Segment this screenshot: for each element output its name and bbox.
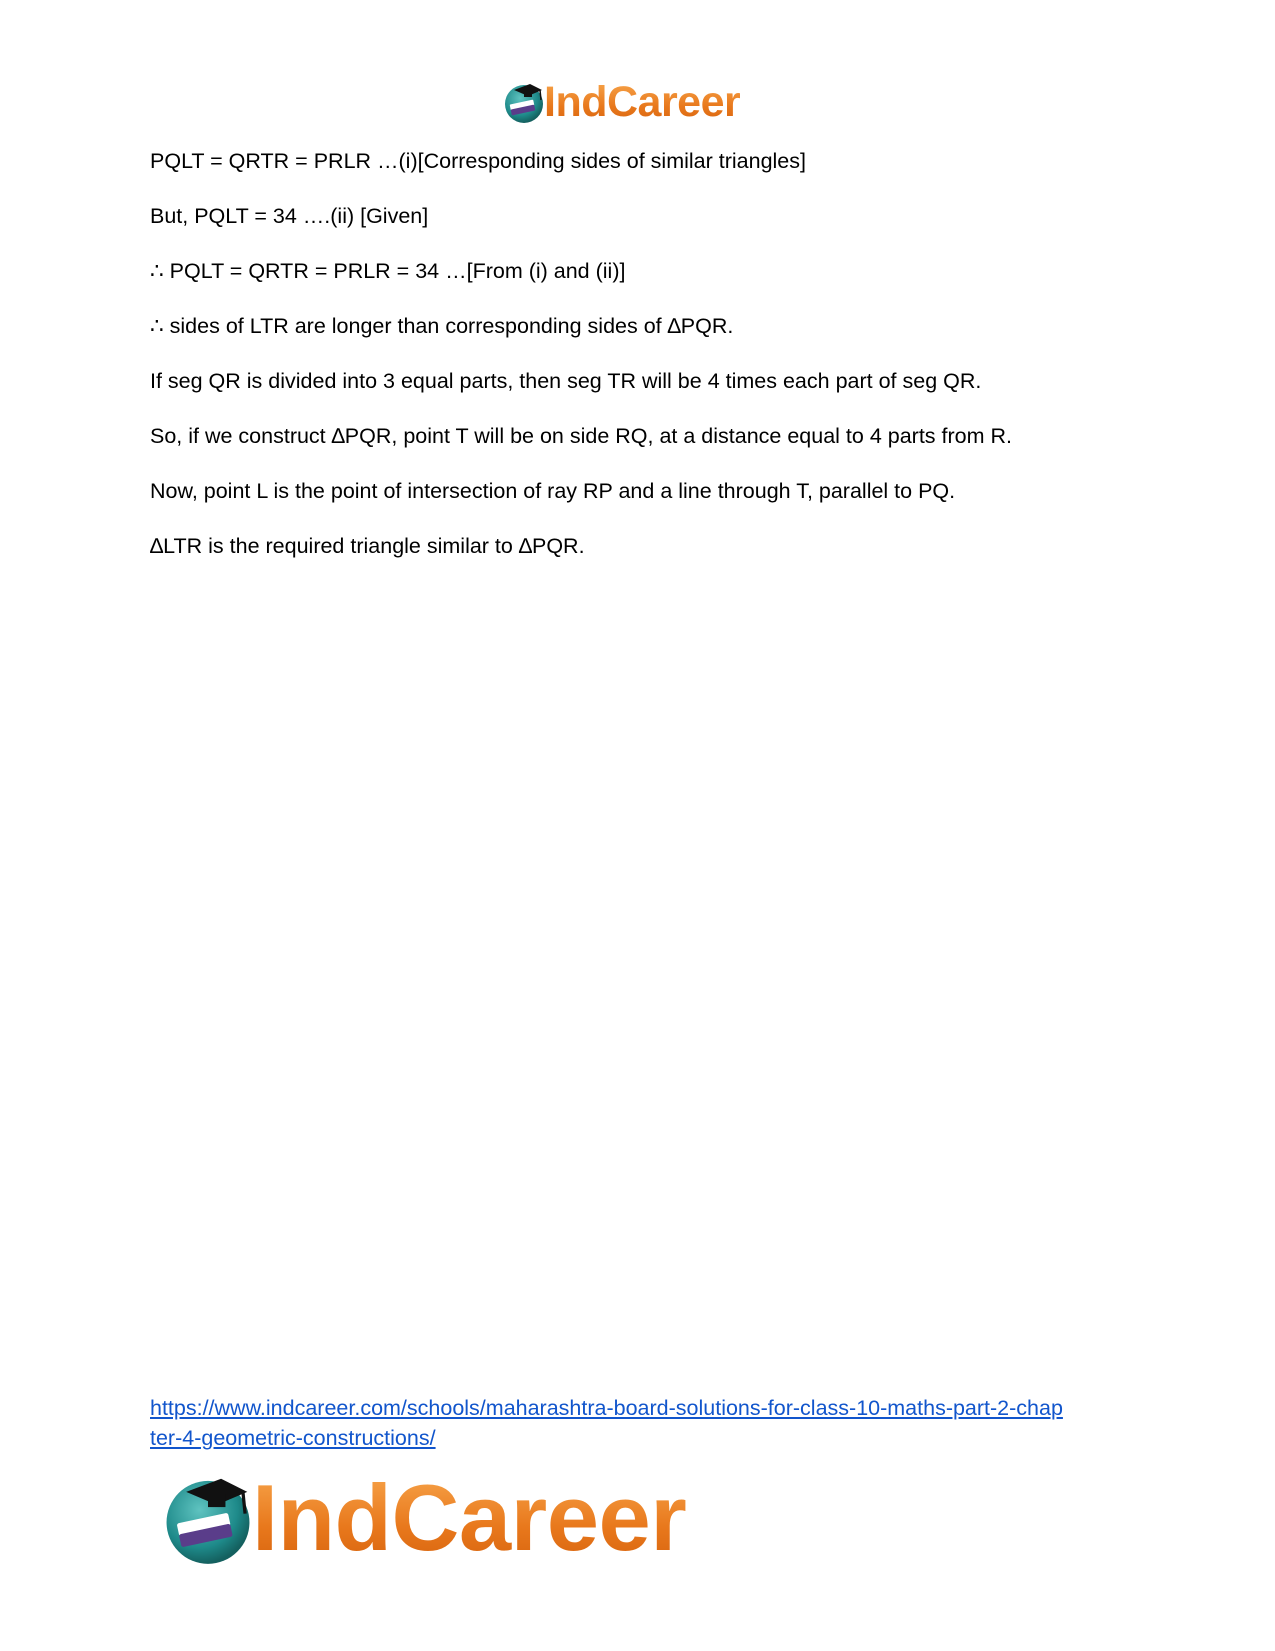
body-line-7: Now, point L is the point of intersection of ray RP and a line through T, parallel to PQ.: [150, 479, 956, 503]
body-line-4: ∴ sides of LTR are longer than corresponding sides of ∆PQR.: [150, 314, 734, 338]
source-link[interactable]: [150, 1393, 1150, 1453]
source-link-line-1: https://www.indcareer.com/schools/maharashtra-board-solutions-for-class-10-maths-part-2-chap: [150, 1396, 1063, 1420]
document-body: [150, 146, 1150, 586]
body-line-1: PQLT = QRTR = PRLR …(i)[Corresponding sides of similar triangles]: [150, 149, 806, 173]
body-line-8: ∆LTR is the required triangle similar to ∆PQR.: [150, 534, 585, 558]
body-line-2: But, PQLT = 34 ….(ii) [Given]: [150, 204, 429, 228]
footer-logo: [160, 1465, 687, 1570]
globe-book-icon: [160, 1470, 256, 1566]
globe-book-icon: [502, 80, 546, 124]
body-line-5: If seg QR is divided into 3 equal parts, then seg TR will be 4 times each part of seg QR.: [150, 369, 982, 393]
logo-wordmark: IndCareer: [252, 1465, 687, 1570]
source-link-line-2: ter-4-geometric-constructions/: [150, 1426, 436, 1450]
logo-wordmark: IndCareer: [544, 77, 741, 126]
header-logo: [502, 77, 741, 126]
body-line-3: ∴ PQLT = QRTR = PRLR = 34 …[From (i) and (ii)]: [150, 259, 626, 283]
body-line-6: So, if we construct ∆PQR, point T will be on side RQ, at a distance equal to 4 parts from R.: [150, 424, 1013, 448]
